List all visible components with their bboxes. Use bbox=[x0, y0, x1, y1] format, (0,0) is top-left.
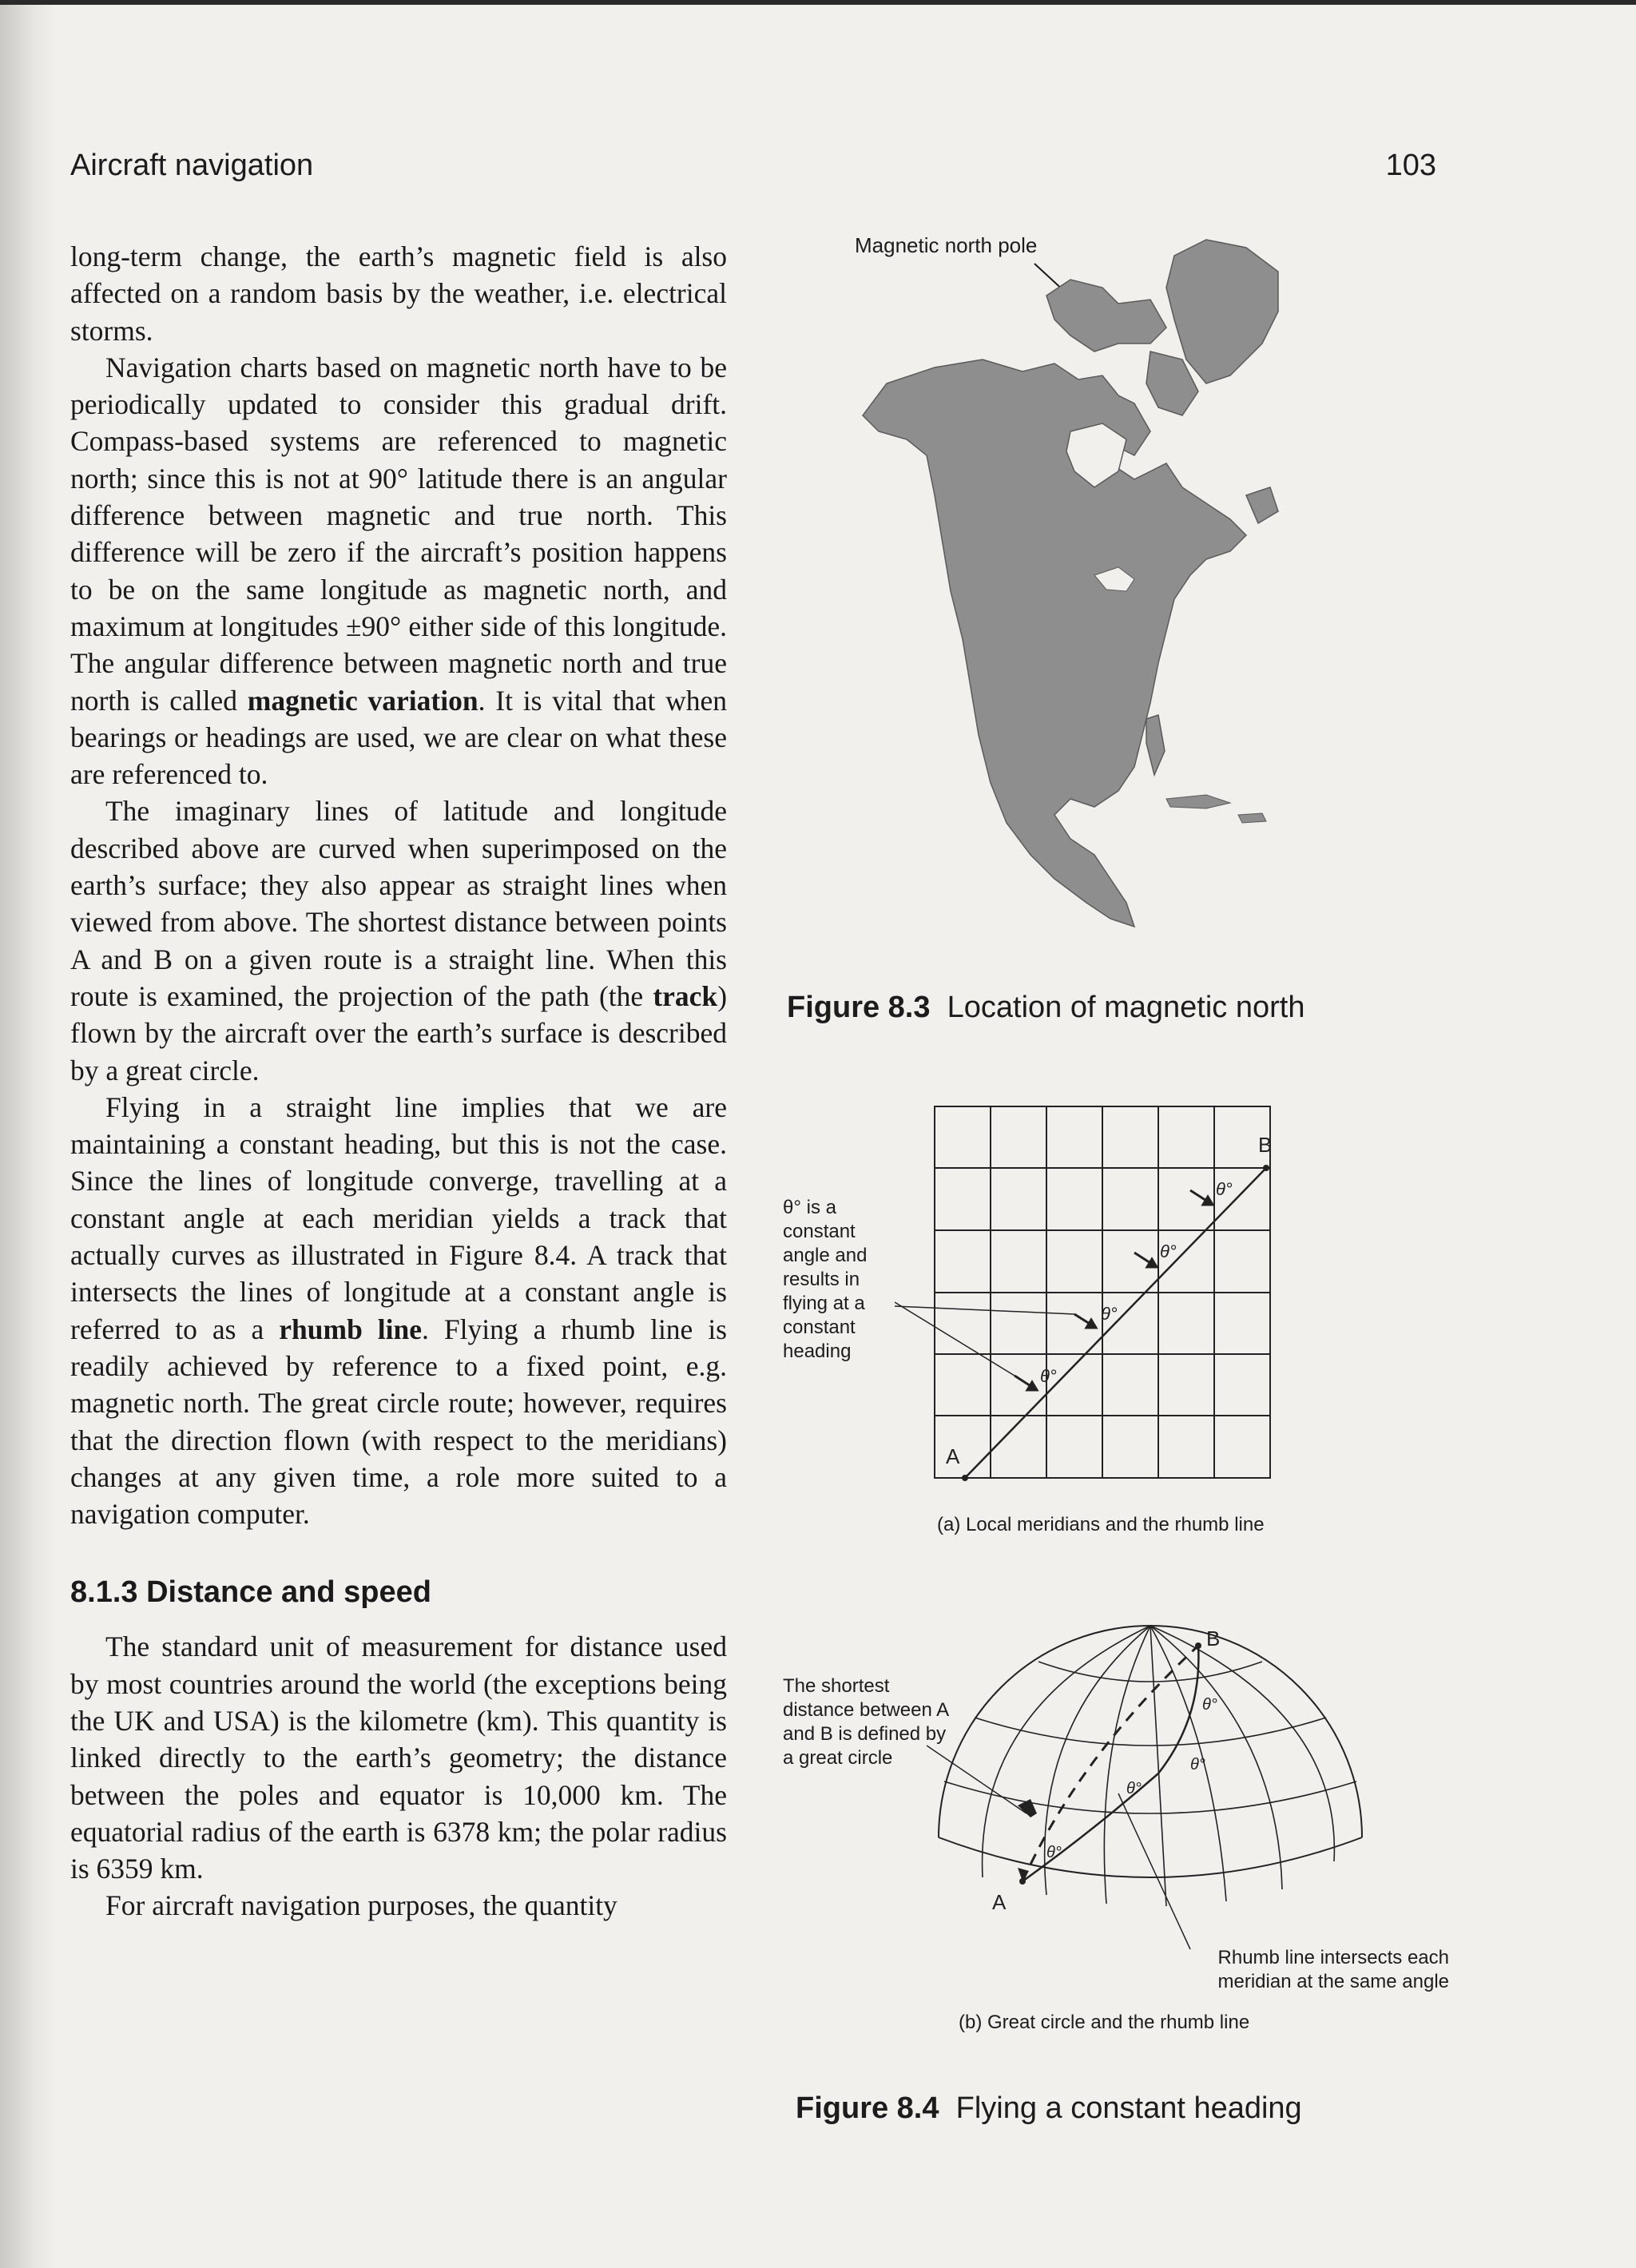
note-leader-line-2 bbox=[895, 1306, 1074, 1314]
hemisphere-base bbox=[939, 1837, 1362, 1877]
panel-b-globe-diagram bbox=[927, 1614, 1374, 1965]
caribbean-islands-shape-2 bbox=[1238, 813, 1266, 823]
grid-lines bbox=[935, 1106, 1273, 1478]
point-a-dot bbox=[962, 1475, 968, 1481]
angle-label-2: θ° bbox=[1160, 1241, 1177, 1261]
north-america-map bbox=[831, 224, 1374, 943]
top-edge-rule bbox=[0, 0, 1636, 5]
paragraph-2: Navigation charts based on magnetic north have to be periodically updated to consider this gradual drift. Compass-based systems are referenced to magnetic north; since this is not at 90° latitude there is an angular difference between magnetic and true north. This difference will be zero if the aircraft’s position happens to be on the same longitude as magnetic north, and maximum at longitudes ±90° either side of this longitude. The angular difference between magnetic north and true north is called magnetic variation. It is vital that when bearings or headings are used, we are clear on what these are referenced to. bbox=[70, 351, 728, 791]
page-number: 103 bbox=[1385, 149, 1436, 182]
point-b-dot bbox=[1263, 1165, 1269, 1171]
figure-8-3 bbox=[831, 224, 1374, 943]
panel-b-note-right: Rhumb line intersects each meridian at the same angle bbox=[1217, 1947, 1449, 1992]
paragraph-6: For aircraft navigation purposes, the quantity bbox=[105, 1889, 617, 1922]
angle-label-1: θ° bbox=[1216, 1179, 1233, 1199]
paragraph-5: The standard unit of measurement for distance used by most countries around the world (the exceptions being the UK and USA) is the kilometre (km). This quantity is linked directly to the earth’s geometry; the distance between the poles and equator is 10,000 km. The equatorial radius of the earth is 6378 km; the polar radius is 6359 km. bbox=[70, 1630, 727, 1885]
section-heading: 8.1.3 Distance and speed bbox=[70, 1575, 431, 1610]
figure-8-4-label: Figure 8.4 bbox=[796, 2091, 939, 2125]
figure-8-4-caption bbox=[796, 2091, 1302, 2126]
page-shadow bbox=[0, 0, 56, 2268]
term-rhumb-line: rhumb line bbox=[279, 1313, 423, 1345]
angle-label-4: θ° bbox=[1040, 1366, 1057, 1386]
panel-b-note-left: The shortest distance between A and B is defined by a great circle bbox=[783, 1675, 948, 1769]
angle-label-b2: θ° bbox=[1126, 1780, 1142, 1797]
point-b-label-b: B bbox=[1206, 1627, 1221, 1650]
running-title: Aircraft navigation bbox=[70, 149, 314, 182]
figure-8-3-label: Figure 8.3 bbox=[787, 991, 931, 1024]
figure-8-3-caption bbox=[787, 991, 1304, 1025]
parallel-lines bbox=[944, 1662, 1356, 1813]
angle-label-3: θ° bbox=[1101, 1304, 1118, 1324]
magnetic-north-callout: Magnetic north pole bbox=[855, 233, 1038, 257]
newfoundland-shape bbox=[1246, 487, 1278, 523]
term-track: track bbox=[653, 979, 718, 1012]
point-a-label: A bbox=[946, 1444, 960, 1468]
meridian-lines bbox=[983, 1626, 1335, 1906]
mainland-shape bbox=[863, 359, 1246, 927]
angle-label-b3: θ° bbox=[1190, 1756, 1205, 1773]
arctic-islands-shape bbox=[1046, 280, 1166, 352]
point-b-label: B bbox=[1258, 1133, 1273, 1157]
point-b-dot-b bbox=[1195, 1642, 1201, 1649]
caribbean-islands-shape bbox=[1166, 795, 1230, 808]
term-magnetic-variation: magnetic variation bbox=[247, 684, 478, 717]
paragraph-3: The imaginary lines of latitude and longitude described above are curved when superimposed on the earth’s surface; they also appear as straight lines when viewed from above. The shortest distance between points A and B on a given route is a straight line. When this route is examined, the projection of the path (the track) flown by the aircraft over the earth’s surface is described by a great circle. bbox=[70, 795, 728, 1086]
angle-label-b1: θ° bbox=[1046, 1844, 1062, 1861]
florida-shape bbox=[1146, 715, 1165, 775]
body-text-column bbox=[70, 238, 727, 1924]
paragraph-4: Flying in a straight line implies that we are maintaining a constant heading, but this is not the case. Since the lines of longitude converge, travelling at a constant angle at each meridian yields a track that actually curves as illustrated in Figure 8.4. A track that intersects the lines of longitude at a constant angle is referred to as a rhumb line. Flying a rhumb line is readily achieved by reference to a fixed point, e.g. magnetic north. The great circle route; however, requires that the direction flown (with respect to the meridians) changes at any given time, a role more suited to a navigation computer. bbox=[70, 1090, 727, 1531]
great-circle-arrows bbox=[1018, 1799, 1037, 1881]
panel-b-caption: (b) Great circle and the rhumb line bbox=[959, 2012, 1250, 2033]
panel-a-caption: (a) Local meridians and the rhumb line bbox=[937, 1514, 1265, 1535]
figure-8-4-title: Flying a constant heading bbox=[955, 2091, 1302, 2125]
note-right-leader bbox=[1118, 1793, 1190, 1949]
paragraph-1: long-term change, the earth’s magnetic field is also affected on a random basis by the weather, i.e. electrical storms. bbox=[70, 240, 727, 347]
hemisphere-outline bbox=[939, 1626, 1362, 1837]
point-a-label-b: A bbox=[992, 1890, 1007, 1914]
angle-arrows bbox=[1015, 1190, 1213, 1390]
note-leader-line-1 bbox=[895, 1302, 1015, 1376]
angle-label-b4: θ° bbox=[1202, 1696, 1217, 1714]
panel-a-note: θ° is a constant angle and results in flying at a constant heading bbox=[783, 1197, 868, 1362]
figure-8-3-title: Location of magnetic north bbox=[947, 991, 1305, 1024]
panel-a-grid-diagram bbox=[895, 1094, 1342, 1510]
